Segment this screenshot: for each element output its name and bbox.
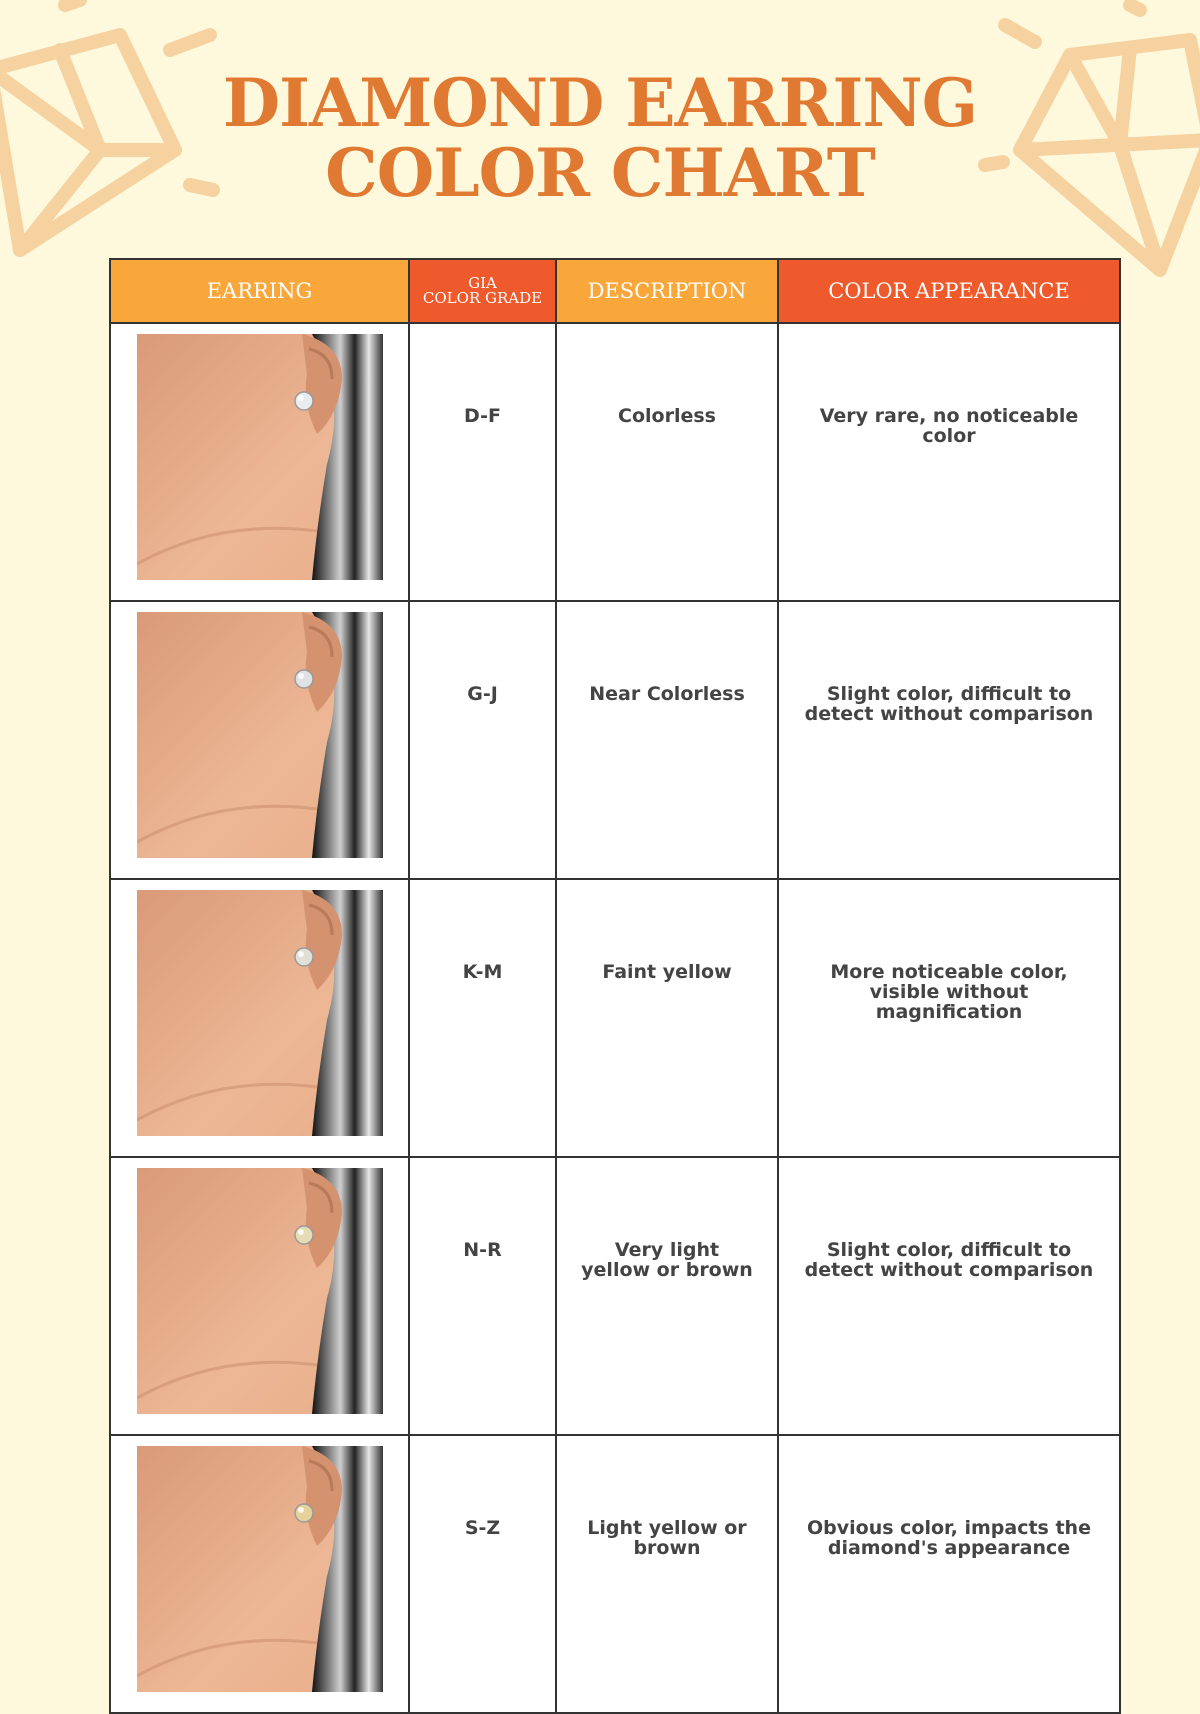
header-color-appearance: COLOR APPEARANCE (778, 259, 1120, 323)
description-cell (556, 1157, 778, 1435)
appearance-text: Slight color, difficult to detect without comparison (804, 1239, 1094, 1281)
title-line-1: DIAMOND EARRING (222, 64, 978, 142)
description-text: Colorless (618, 405, 716, 427)
grade-text: N-R (463, 1239, 502, 1261)
grade-cell (409, 323, 556, 601)
appearance-text: More noticeable color, visible without magnification (830, 961, 1068, 1023)
earring-cell (110, 323, 409, 601)
earring-image (137, 1446, 383, 1692)
header-grade-line-1: GIA (468, 274, 497, 292)
grade-cell (409, 601, 556, 879)
description-text: Very light yellow or brown (581, 1239, 753, 1281)
earring-cell (110, 1435, 409, 1713)
title-line-2: COLOR CHART (325, 134, 875, 212)
table-row (110, 323, 1120, 601)
earring-image (137, 612, 383, 858)
appearance-cell (778, 879, 1120, 1157)
header-description: DESCRIPTION (556, 259, 778, 323)
header-earring: EARRING (110, 259, 409, 323)
table-header-row (110, 259, 1120, 323)
table-row (110, 1435, 1120, 1713)
description-cell (556, 879, 778, 1157)
appearance-cell (778, 323, 1120, 601)
appearance-cell (778, 1435, 1120, 1713)
diamond-stud (295, 670, 313, 688)
earring-cell (110, 879, 409, 1157)
description-cell (556, 323, 778, 601)
grade-cell (409, 1157, 556, 1435)
grade-text: G-J (467, 683, 498, 705)
description-text: Faint yellow (602, 961, 732, 983)
diamond-stud (295, 1504, 313, 1522)
appearance-text: Obvious color, impacts the diamond's appearance (807, 1517, 1091, 1559)
grade-text: S-Z (464, 1517, 501, 1539)
table-row (110, 601, 1120, 879)
color-chart-table (109, 258, 1121, 1714)
description-cell (556, 601, 778, 879)
diamond-stud (295, 948, 313, 966)
appearance-cell (778, 1157, 1120, 1435)
diamond-stud (295, 1226, 313, 1244)
earring-cell (110, 1157, 409, 1435)
header-grade-line-2: COLOR GRADE (422, 289, 543, 307)
grade-cell (409, 879, 556, 1157)
earring-cell (110, 601, 409, 879)
header-gia-color-grade (409, 259, 556, 323)
diamond-stud (295, 392, 313, 410)
earring-image (137, 1168, 383, 1414)
grade-text: D-F (464, 405, 501, 427)
appearance-cell (778, 601, 1120, 879)
earring-image (137, 334, 383, 580)
earring-image (137, 890, 383, 1136)
description-cell (556, 1435, 778, 1713)
grade-cell (409, 1435, 556, 1713)
grade-text: K-M (462, 961, 503, 983)
table-row (110, 879, 1120, 1157)
appearance-text: Very rare, no noticeable color (819, 405, 1079, 447)
description-text: Light yellow or brown (587, 1517, 747, 1559)
description-text: Near Colorless (589, 683, 745, 705)
page-title (0, 64, 1200, 212)
appearance-text: Slight color, difficult to detect without comparison (804, 683, 1094, 725)
table-row (110, 1157, 1120, 1435)
